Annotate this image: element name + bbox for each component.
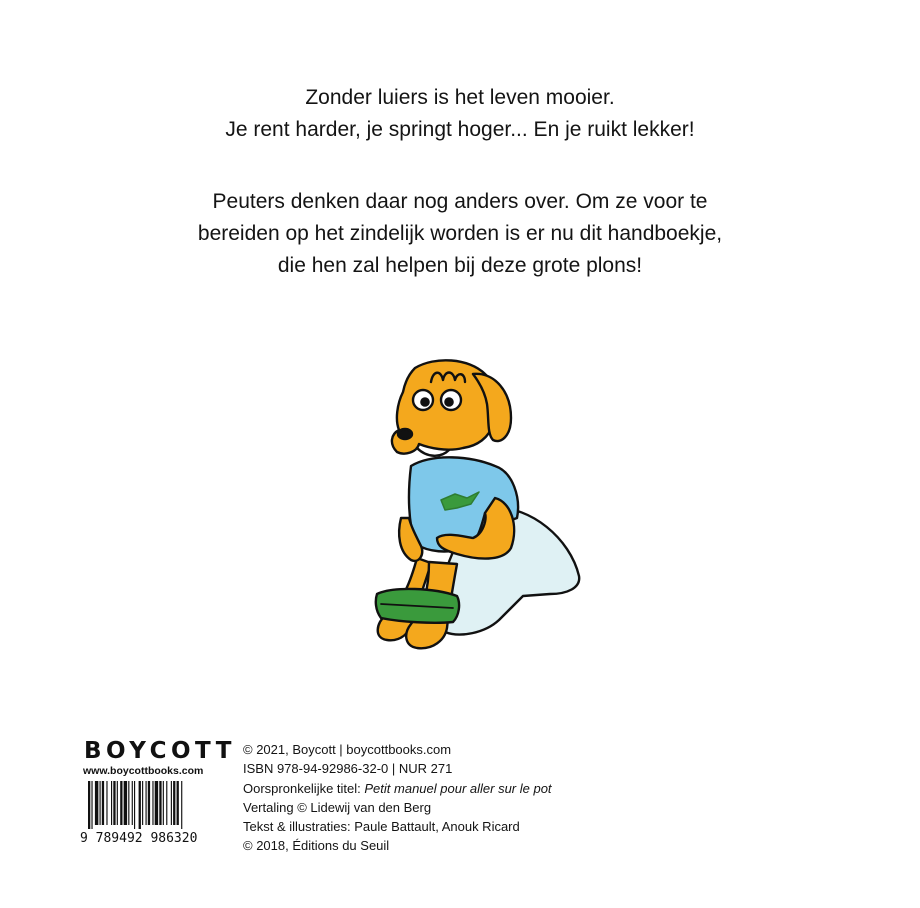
blurb-line: bereiden op het zindelijk worden is er nu dit handboekje, (197, 222, 723, 245)
barcode-bar (88, 781, 90, 829)
blurb-line: die hen zal helpen bij deze grote plons! (277, 254, 643, 277)
barcode-bar (173, 781, 175, 825)
barcode-digits (80, 831, 220, 846)
barcode-digit-group: 986320 (150, 831, 198, 846)
colophon (243, 740, 552, 856)
dog-on-potty-illustration (345, 348, 585, 666)
blurb-line: Je rent harder, je springt hoger... En je ruikt lekker! (225, 118, 695, 141)
barcode-digit-first: 9 (80, 831, 88, 846)
colophon-original-copyright: © 2018, Éditions du Seuil (243, 838, 390, 854)
barcode-bar (155, 781, 158, 825)
barcode-bar (91, 781, 92, 829)
barcode-icon (87, 781, 217, 829)
barcode-bar (132, 781, 133, 825)
barcode-bar (100, 781, 101, 825)
blurb-line: Peuters denken daar nog anders over. Om ze voor te (212, 190, 708, 213)
barcode-bar (166, 781, 167, 825)
colophon-translation: Vertaling © Lidewij van den Berg (243, 799, 432, 815)
blurb-line: Zonder luiers is het leven mooier. (305, 86, 615, 109)
barcode-bar (159, 781, 161, 825)
barcode-bar (111, 781, 112, 825)
barcode-bar (128, 781, 129, 825)
colophon-copyright: © 2021, Boycott | boycottbooks.com (243, 742, 452, 757)
barcode-bar (181, 781, 182, 829)
blurb-paragraph-2 (0, 186, 920, 282)
barcode-bar (120, 781, 122, 825)
barcode-bar (102, 781, 104, 825)
colophon-isbn: ISBN 978-94-92986-32-0 | NUR 271 (243, 761, 453, 777)
barcode-bar (177, 781, 179, 825)
barcode-bar (163, 781, 164, 825)
barcode-bar (146, 781, 147, 825)
barcode-bar (148, 781, 150, 825)
barcode-bar (106, 781, 107, 825)
barcode-bar (171, 781, 172, 825)
colophon-original-title-value: Petit manuel pour aller sur le pot (364, 780, 552, 796)
barcode-bar (117, 781, 118, 825)
barcode-bar (95, 781, 98, 825)
barcode-bar (124, 781, 127, 825)
publisher-website: www.boycottbooks.com (83, 765, 204, 777)
publisher-logo: BOYCOTT (84, 738, 236, 764)
barcode-bar (139, 781, 141, 829)
blurb-paragraph-1 (0, 82, 920, 146)
barcode-digit-group: 789492 (95, 831, 143, 846)
barcode-bar (134, 781, 135, 829)
colophon-original-title (243, 779, 552, 798)
barcode-bar (113, 781, 115, 825)
colophon-original-title-label: Oorspronkelijke titel: (243, 780, 365, 796)
barcode-bar (152, 781, 153, 825)
barcode-bar (142, 781, 143, 825)
colophon-credits: Tekst & illustraties: Paule Battault, Anouk Ricard (243, 819, 520, 835)
